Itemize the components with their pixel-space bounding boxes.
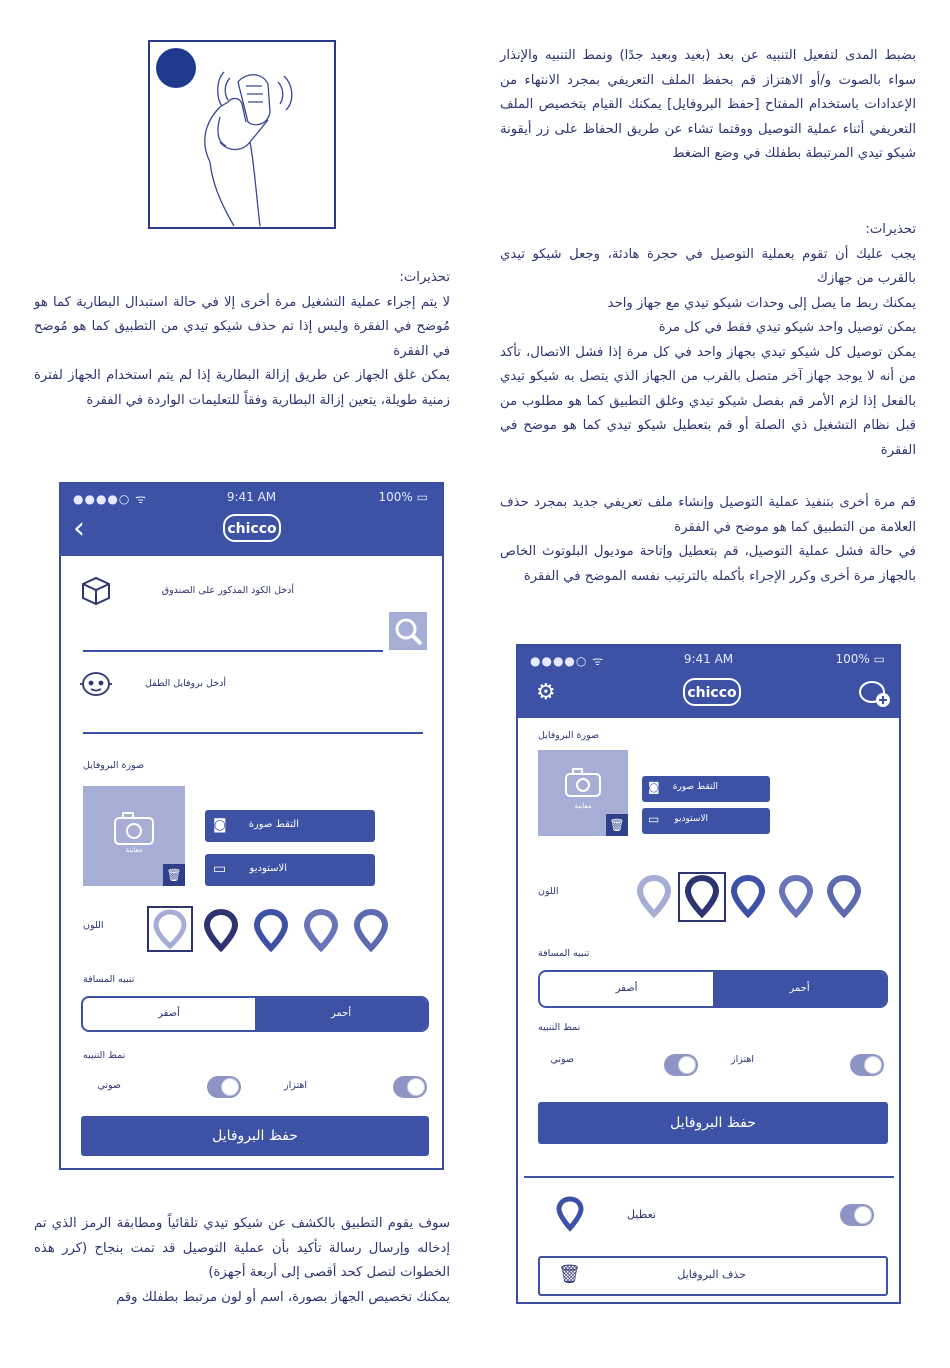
back-arrow-icon[interactable]: ‹ — [73, 511, 85, 546]
status-bar — [518, 652, 899, 668]
customize-text: يمكنك تخصيص الجهاز بصورة، اسم أو لون مرتبط بطفلك وقم — [116, 1289, 450, 1305]
clock: 9:41 AM — [226, 490, 277, 504]
vibration-label: اهتزاز — [731, 1054, 754, 1065]
sound-toggle[interactable] — [207, 1076, 241, 1098]
phone-screen-edit-profile — [516, 644, 901, 1304]
alert-type-label: نمط التنبيه — [83, 1050, 126, 1061]
folder-icon: ▭ — [213, 861, 227, 877]
color-option-selected[interactable] — [147, 906, 193, 952]
delete-photo-icon[interactable]: 🗑 — [163, 864, 185, 886]
delete-profile-button[interactable]: 🗑 حذف البروفايل — [538, 1256, 888, 1296]
battery-indicator: 100% ▭ — [378, 490, 428, 504]
right-paragraph-3 — [500, 491, 916, 589]
vibration-toggle[interactable] — [393, 1076, 427, 1098]
distance-alert-label: تنبيه المسافة — [83, 974, 135, 985]
pin-icon[interactable] — [303, 908, 339, 952]
segment-yellow[interactable]: أصفر — [158, 1008, 180, 1019]
photo-preview[interactable] — [83, 786, 185, 886]
pin-icon[interactable] — [636, 874, 672, 920]
camera-icon: ◙ — [648, 780, 660, 794]
signal-indicator: ●●●●○ ᯤ — [530, 654, 605, 668]
pin-icon[interactable] — [778, 874, 814, 920]
gear-icon[interactable]: ⚙ — [536, 680, 556, 705]
status-bar — [61, 490, 442, 506]
warning-item: يمكن توصيل واحد شيكو تيدي فقط في كل مرة — [658, 320, 916, 335]
pin-icon — [680, 874, 724, 920]
right-warnings — [500, 218, 916, 463]
studio-button[interactable]: ▭ الاستوديو — [642, 808, 770, 834]
step-marker-dot — [156, 48, 196, 88]
section-divider — [524, 1176, 894, 1178]
sound-label: صوتي — [550, 1054, 574, 1065]
hand-device-illustration — [148, 40, 336, 229]
save-profile-button[interactable]: حفظ البروفايل — [81, 1116, 429, 1156]
add-baby-icon[interactable] — [857, 676, 891, 708]
reconnect-text: قم مرة أخرى بتنفيذ عملية التوصيل وإنشاء ملف تعريفي جديد بمجرد حذف العلامة من التطبيق كما هو موضح في الفقرة — [500, 495, 916, 535]
chicco-logo: chicco — [223, 514, 281, 542]
segment-red[interactable]: أحمر — [713, 972, 886, 1006]
delete-photo-icon[interactable]: 🗑 — [606, 814, 628, 836]
search-button[interactable] — [389, 612, 427, 650]
intro-text: بضبط المدى لتفعيل التنبيه عن بعد (بعيد وبعيد جدًا) ونمط التنبيه والإنذار سواء بالصوت و/أو الاهتزاز قم بحفظ الملف التعريفي بمجرد الانتهاء من الإعدادات باستخدام المفتاح [حفظ البروفايل] يمكنك القيام بتخصيص الملف التعريفي أثناء عملية التوصيل ووقتما تشاء عن طريق الحفاظ على زر أيقونة شيكو تيدي المرتبطة بطفلك في وضع الضغط — [500, 48, 916, 161]
warning-item: لا يتم إجراء عملية التشغيل مرة أخرى إلا في حالة استبدال البطارية كما هو مُوضح في الفقرة وليس إذا تم حذف شيكو تيدي من التطبيق كما هو مُوضح في الفقرة — [34, 294, 450, 359]
pin-icon[interactable] — [253, 908, 289, 952]
auto-detect-text: سوف يقوم التطبيق بالكشف عن شيكو تيدي تلقائياً ومطابقة الرمز الذي تم إدخاله وإرسال رسالة تأكيد بأن عملية التوصيل قد تمت بنجاح (كرر هذه الخطوات لتصل كحد أقصى إلى أربعة أجهزة) — [34, 1216, 450, 1280]
warning-item: يجب عليك أن تقوم بعملية التوصيل في حجرة هادئة، وجعل شيكو تيدي بالقرب من جهازك — [500, 246, 916, 286]
battery-indicator: 100% ▭ — [835, 652, 885, 666]
app-header — [61, 484, 442, 556]
color-label: اللون — [538, 886, 559, 897]
alert-type-label: نمط التنبيه — [538, 1022, 581, 1033]
search-icon — [389, 612, 427, 650]
pin-icon — [149, 908, 191, 950]
app-header — [518, 646, 899, 718]
camera-icon — [538, 750, 628, 810]
color-option-selected[interactable] — [678, 872, 726, 922]
color-label: اللون — [83, 920, 104, 931]
pin-icon[interactable] — [730, 874, 766, 920]
warning-item: يمكن توصيل كل شيكو تيدي بجهاز واحد في كل مرة إذا فشل الاتصال، تأكد من أنه لا يوجد جهاز آخر متصل بالقرب من الجهاز الذي يتصل به شيكو تيدي بالفعل إذا لزم الأمر قم بفصل شيكو تيدي وغلق التطبيق كما هو مطلوب من قبل نظام التشغيل ذي الصلة أو قم بتعطيل شيكو تيدي كما هو موضح في الفقرة — [500, 344, 916, 458]
distance-alert-label: تنبيه المسافة — [538, 948, 590, 959]
distance-segmented-control[interactable] — [81, 996, 429, 1032]
take-photo-button[interactable]: ◙ التقط صورة — [642, 776, 770, 802]
warning-item: يمكن غلق الجهاز عن طريق إزالة البطارية إذا لم يتم استخدام الجهاز لفترة زمنية طويلة، يتعين إزالة البطارية وفقاً للتعليمات الواردة في الفقرة — [34, 368, 450, 408]
studio-button[interactable]: ▭ الاستوديو — [205, 854, 375, 886]
save-profile-button[interactable]: حفظ البروفايل — [538, 1102, 888, 1144]
left-warnings — [34, 266, 450, 413]
code-input-underline[interactable] — [83, 650, 383, 652]
pin-icon[interactable] — [826, 874, 862, 920]
box-icon — [79, 574, 113, 610]
chicco-logo: chicco — [683, 678, 741, 706]
warning-item: يمكنك ربط ما يصل إلى وحدات شيكو تيدي مع جهاز واحد — [607, 295, 916, 311]
camera-icon: ◙ — [213, 817, 227, 833]
sound-toggle[interactable] — [664, 1054, 698, 1076]
pin-icon — [556, 1196, 584, 1232]
segment-red[interactable]: أحمر — [255, 998, 427, 1030]
baby-name-underline[interactable] — [83, 732, 423, 734]
right-paragraph-1 — [500, 44, 916, 167]
code-label: أدخل الكود المذكور على الصندوق — [161, 585, 294, 596]
left-bottom-text — [34, 1212, 450, 1310]
folder-icon: ▭ — [648, 812, 660, 826]
distance-segmented-control[interactable] — [538, 970, 888, 1008]
segment-yellow[interactable]: أصفر — [615, 983, 638, 994]
disable-label: تعطيل — [626, 1208, 656, 1221]
pin-icon[interactable] — [353, 908, 389, 952]
warnings-heading: تحذيرات: — [399, 270, 450, 285]
photo-label: صورة البروفايل — [538, 730, 600, 741]
phone-screen-add-device — [59, 482, 444, 1170]
trash-icon: 🗑 — [558, 1264, 581, 1285]
vibration-label: اهتزاز — [284, 1080, 307, 1091]
clock: 9:41 AM — [683, 652, 734, 666]
sound-label: صوتي — [97, 1080, 121, 1091]
take-photo-button[interactable]: ◙ التقط صورة — [205, 810, 375, 842]
bluetooth-text: في حالة فشل عملية التوصيل، قم بتعطيل وإتاحة موديول البلوتوث الخاص بالجهاز مرة أخرى وكرر الإجراء بأكمله بالترتيب نفسه الموضح في الفقرة — [500, 544, 916, 584]
disable-toggle[interactable] — [840, 1204, 874, 1226]
pin-icon[interactable] — [203, 908, 239, 952]
baby-profile-label: أدخل بروفايل الطفل — [144, 678, 226, 689]
preview-hint: معاينة — [125, 846, 143, 854]
photo-preview[interactable] — [538, 750, 628, 836]
preview-hint: معاينة — [574, 802, 592, 810]
signal-indicator: ●●●●○ ᯤ — [73, 492, 148, 506]
vibration-toggle[interactable] — [850, 1054, 884, 1076]
photo-label: صورة البروفايل — [83, 760, 145, 771]
warnings-heading: تحذيرات: — [865, 222, 916, 237]
